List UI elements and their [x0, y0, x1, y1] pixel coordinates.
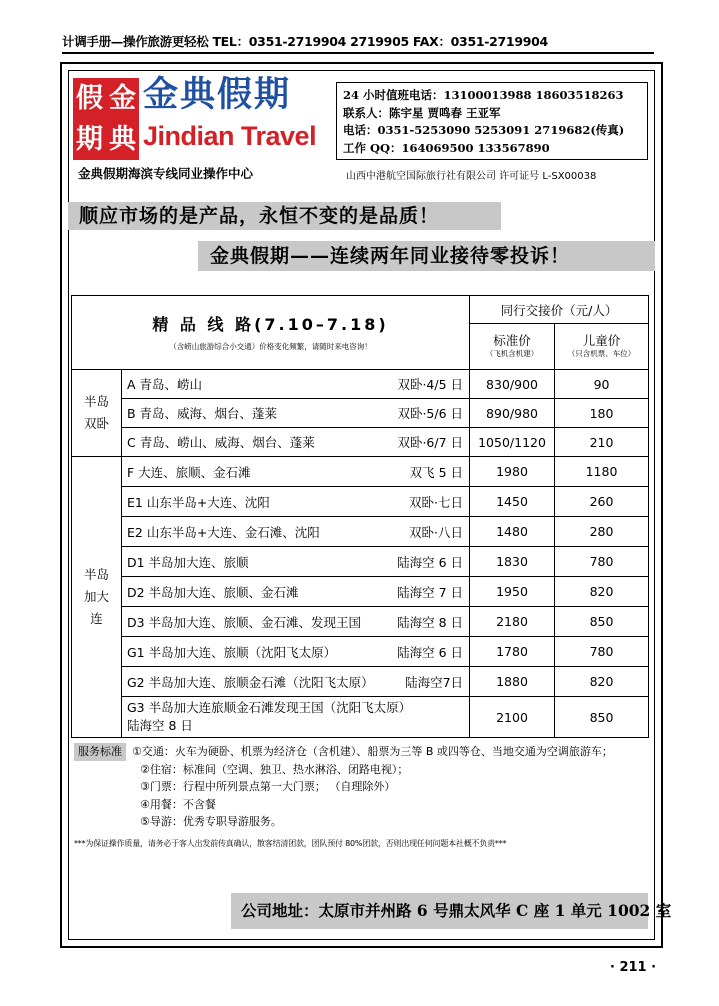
- route-name: B 青岛、威海、烟台、蓬莱: [127, 406, 278, 421]
- child-price: 260: [555, 487, 649, 517]
- header-strip: 计调手册—操作旅游更轻松 TEL：0351-2719904 2719905 FAX：0351-2719904: [62, 32, 654, 54]
- contact-line: 24 小时值班电话：13100013988 18603518263: [343, 88, 624, 102]
- route-days: 陆海空7日: [405, 674, 464, 690]
- child-price-header: [555, 324, 649, 370]
- route-days: 双飞 5 日: [409, 464, 464, 480]
- std-sub: （飞机含机建）: [485, 348, 539, 358]
- route-cell: [122, 547, 470, 577]
- price-header: 同行交接价（元/人）: [470, 296, 649, 324]
- route-name: E2 山东半岛+大连、金石滩、沈阳: [127, 524, 320, 540]
- service-item: ①交通：火车为硬卧、机票为经济仓（含机建）、船票为三等 B 或四等仓、当地交通为空调旅游车；: [132, 745, 613, 758]
- route-cell: [122, 577, 470, 607]
- route-name: G1 半岛加大连、旅顺（沈阳飞太原）: [127, 644, 337, 660]
- route-cell: [122, 637, 470, 667]
- region-label: 半岛: [83, 394, 109, 409]
- route-name: C 青岛、崂山、威海、烟台、蓬莱: [127, 435, 315, 450]
- route-days: 双卧·6/7 日: [397, 435, 464, 450]
- child-price: 180: [555, 399, 649, 428]
- service-item: ②住宿：标准间（空调、独卫、热水淋浴、闭路电视）；: [140, 762, 409, 776]
- route-cell: [122, 399, 470, 428]
- child-price: 820: [555, 577, 649, 607]
- service-label: 服务标准: [74, 743, 126, 761]
- std-price: 1950: [470, 577, 555, 607]
- region-label: 加大: [83, 589, 109, 604]
- route-name: D3 半岛加大连、旅顺、金石滩、发现王国: [127, 614, 362, 630]
- contact-line: 工作 QQ：164069500 133567890: [343, 140, 550, 155]
- region-cell: [72, 370, 122, 457]
- std-price: 890/980: [470, 399, 555, 428]
- route-cell: [122, 607, 470, 637]
- region-label: 双卧: [83, 416, 109, 431]
- route-name: G2 半岛加大连、旅顺金石滩（沈阳飞太原）: [127, 674, 374, 690]
- contact-line: 电话：0351-5253090 5253091 2719682(传真): [343, 123, 625, 137]
- child-sub: （只含机票、车位）: [567, 348, 636, 358]
- std-price: 2100: [470, 697, 555, 738]
- route-name: E1 山东半岛+大连、沈阳: [127, 494, 270, 510]
- page-number: · 211 ·: [610, 960, 657, 975]
- child-price: 850: [555, 697, 649, 738]
- sub-slogan: 金典假期海滨专线同业操作中心: [78, 166, 254, 181]
- table-title: 精 品 线 路(7.10–7.18): [152, 314, 389, 334]
- region-cell: [72, 457, 122, 738]
- std-price: 1830: [470, 547, 555, 577]
- region-label: 半岛: [83, 567, 109, 582]
- route-cell: [122, 457, 470, 487]
- child-label: 儿童价: [582, 332, 621, 348]
- route-name: G3 半岛加大连旅顺金石滩发现王国（沈阳飞太原）: [127, 700, 412, 715]
- route-price-table: [71, 295, 649, 738]
- slogan-banner-1: 顺应市场的是产品，永恒不变的是品质！: [68, 202, 501, 230]
- route-name: D2 半岛加大连、旅顺、金石滩: [127, 584, 299, 600]
- child-price: 780: [555, 547, 649, 577]
- route-days: 陆海空 6 日: [397, 554, 464, 570]
- company-address: 公司地址：太原市并州路 6 号鼎太风华 C 座 1 单元 1002 室: [231, 893, 648, 929]
- route-days: 陆海空 6 日: [397, 644, 464, 660]
- seal-char: 假: [76, 83, 103, 114]
- route-name: A 青岛、崂山: [127, 377, 203, 392]
- logo-seal-icon: [73, 78, 139, 160]
- service-item: ⑤导游：优秀专职导游服务。: [140, 815, 282, 828]
- table-title-cell: [72, 296, 470, 370]
- child-price: 90: [555, 370, 649, 399]
- route-days: 陆海空 8 日: [397, 614, 464, 630]
- route-cell: [122, 697, 470, 738]
- std-price-header: [470, 324, 555, 370]
- std-price: 1450: [470, 487, 555, 517]
- child-price: 210: [555, 428, 649, 457]
- child-price: 850: [555, 607, 649, 637]
- child-price: 780: [555, 637, 649, 667]
- brand-name-cn: 金典假期: [143, 75, 292, 115]
- service-item: ③门票：行程中所列景点第一大门票； （自理除外）: [140, 780, 396, 793]
- company-license: 山西中港航空国际旅行社有限公司 许可证号 L-SX00038: [346, 171, 597, 182]
- table-note: （含崂山旅游综合小交通）价格变化频繁，请随时来电咨询！: [169, 341, 372, 351]
- route-days: 陆海空 8 日: [127, 718, 193, 733]
- contact-line: 联系人：陈宇星 贾鸣春 王亚军: [343, 105, 501, 120]
- contact-box: [336, 82, 648, 160]
- route-days: 陆海空 7 日: [397, 584, 464, 600]
- route-name: F 大连、旅顺、金石滩: [127, 464, 251, 480]
- child-price: 820: [555, 667, 649, 697]
- brand-name-en: Jindian Travel: [143, 121, 317, 151]
- seal-char: 金: [109, 83, 136, 114]
- route-cell: [122, 428, 470, 457]
- std-price: 1980: [470, 457, 555, 487]
- route-cell: [122, 667, 470, 697]
- route-days: 双卧·5/6 日: [397, 406, 464, 421]
- seal-char: 典: [109, 124, 136, 155]
- route-cell: [122, 487, 470, 517]
- route-days: 双卧·4/5 日: [397, 377, 464, 392]
- std-price: 1480: [470, 517, 555, 547]
- service-standards: [74, 743, 648, 831]
- std-price: 1050/1120: [470, 428, 555, 457]
- child-price: 1180: [555, 457, 649, 487]
- child-price: 280: [555, 517, 649, 547]
- seal-char: 期: [76, 124, 103, 155]
- route-days: 双卧·八日: [409, 524, 464, 540]
- service-item: ④用餐：不含餐: [140, 797, 216, 811]
- route-cell: [122, 370, 470, 399]
- route-cell: [122, 517, 470, 547]
- route-days: 双卧·七日: [409, 494, 464, 510]
- region-label: 连: [90, 611, 103, 626]
- std-price: 2180: [470, 607, 555, 637]
- std-price: 1780: [470, 637, 555, 667]
- route-name: D1 半岛加大连、旅顺: [127, 554, 249, 570]
- warning-note: ***为保证操作质量，请务必于客人出发前传真确认，散客结清团款，团队预付 80%团款，否则出现任何问题本社概不负责***: [74, 839, 507, 848]
- slogan-banner-2: 金典假期——连续两年同业接待零投诉！: [198, 241, 655, 271]
- std-price: 1880: [470, 667, 555, 697]
- std-label: 标准价: [493, 332, 531, 348]
- std-price: 830/900: [470, 370, 555, 399]
